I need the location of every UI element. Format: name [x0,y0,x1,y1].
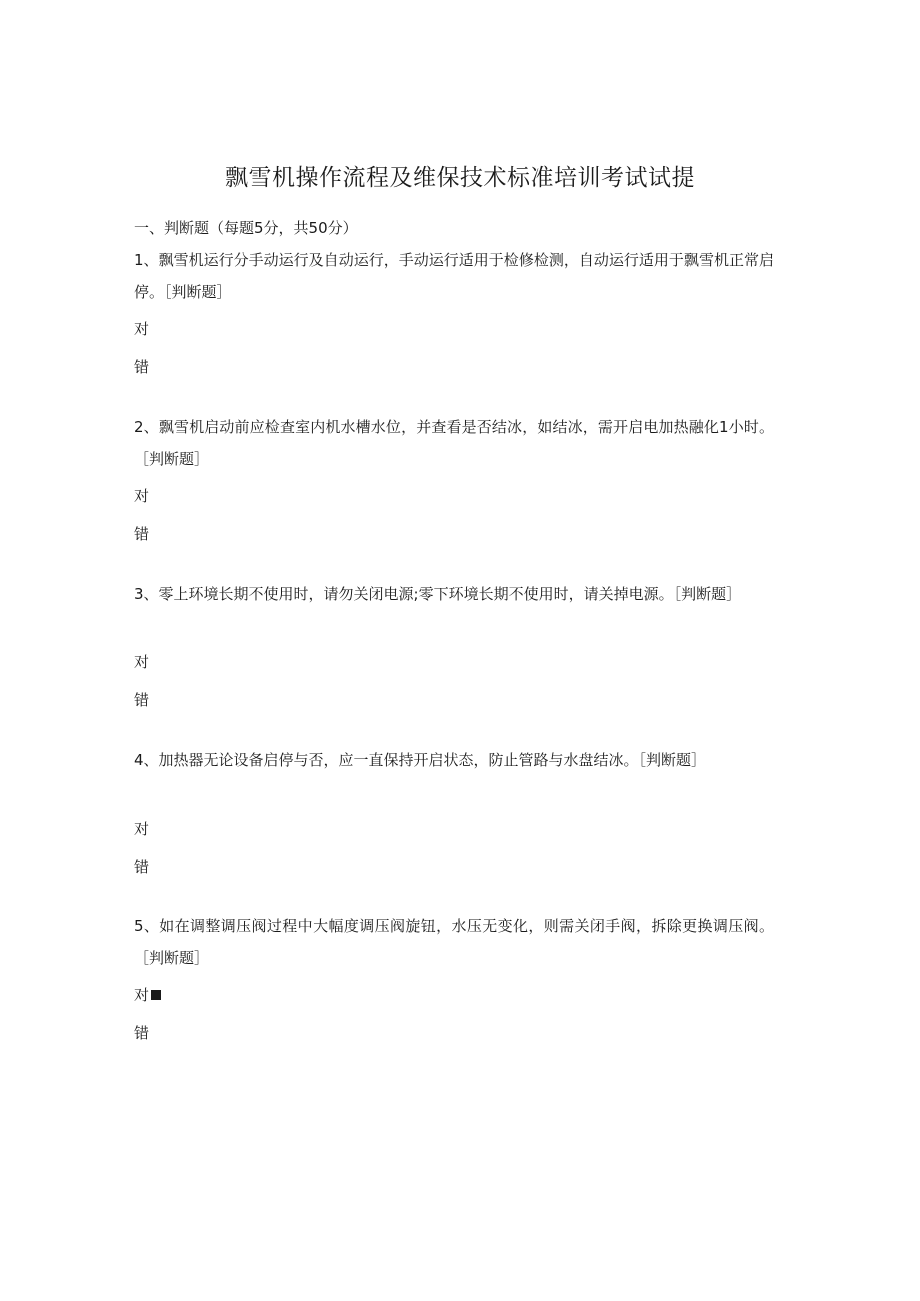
question-5-option-false[interactable] [134,1021,149,1045]
question-5 [134,910,774,974]
option-label: 错 [134,525,150,543]
question-3-option-true[interactable] [134,650,149,674]
question-4-option-true[interactable] [134,817,149,841]
question-text: 4、加热器无论设备启停与否，应一直保持开启状态，防止管路与水盘结冰。［判断题］ [134,751,707,769]
question-3 [134,578,774,610]
option-label: 对 [134,320,150,338]
question-1-option-true[interactable] [134,317,149,341]
question-2-option-false[interactable] [134,522,149,546]
question-4-option-false[interactable] [134,855,149,879]
question-text: 1、飘雪机运行分手动运行及自动运行，手动运行适用于检修检测，自动运行适用于飘雪机正常启停。［判断题］ [134,251,774,301]
section-heading: 一、判断题（每题5分，共50分） [134,219,358,237]
option-label: 错 [134,691,150,709]
question-5-option-true[interactable] [134,983,161,1007]
option-label: 错 [134,358,150,376]
option-label: 对 [134,653,150,671]
option-label: 错 [134,858,150,876]
option-label: 对 [134,487,150,505]
question-text: 2、飘雪机启动前应检查室内机水槽水位，并查看是否结冰，如结冰，需开启电加热融化1小时。［判断题］ [134,418,774,468]
question-text: 3、零上环境长期不使用时，请勿关闭电源;零下环境长期不使用时，请关掉电源。［判断题］ [134,585,742,603]
question-3-option-false[interactable] [134,688,149,712]
question-text: 5、如在调整调压阀过程中大幅度调压阀旋钮，水压无变化，则需关闭手阀，拆除更换调压阀。［判断题］ [134,917,774,967]
question-2-option-true[interactable] [134,484,149,508]
option-label: 错 [134,1024,150,1042]
question-1-option-false[interactable] [134,355,149,379]
option-label: 对 [134,986,150,1004]
selected-marker-icon [151,990,161,1000]
document-title: 飘雪机操作流程及维保技术标准培训考试试提 [225,165,695,191]
question-2 [134,411,774,475]
question-4 [134,744,774,776]
question-1 [134,244,774,308]
option-label: 对 [134,820,150,838]
